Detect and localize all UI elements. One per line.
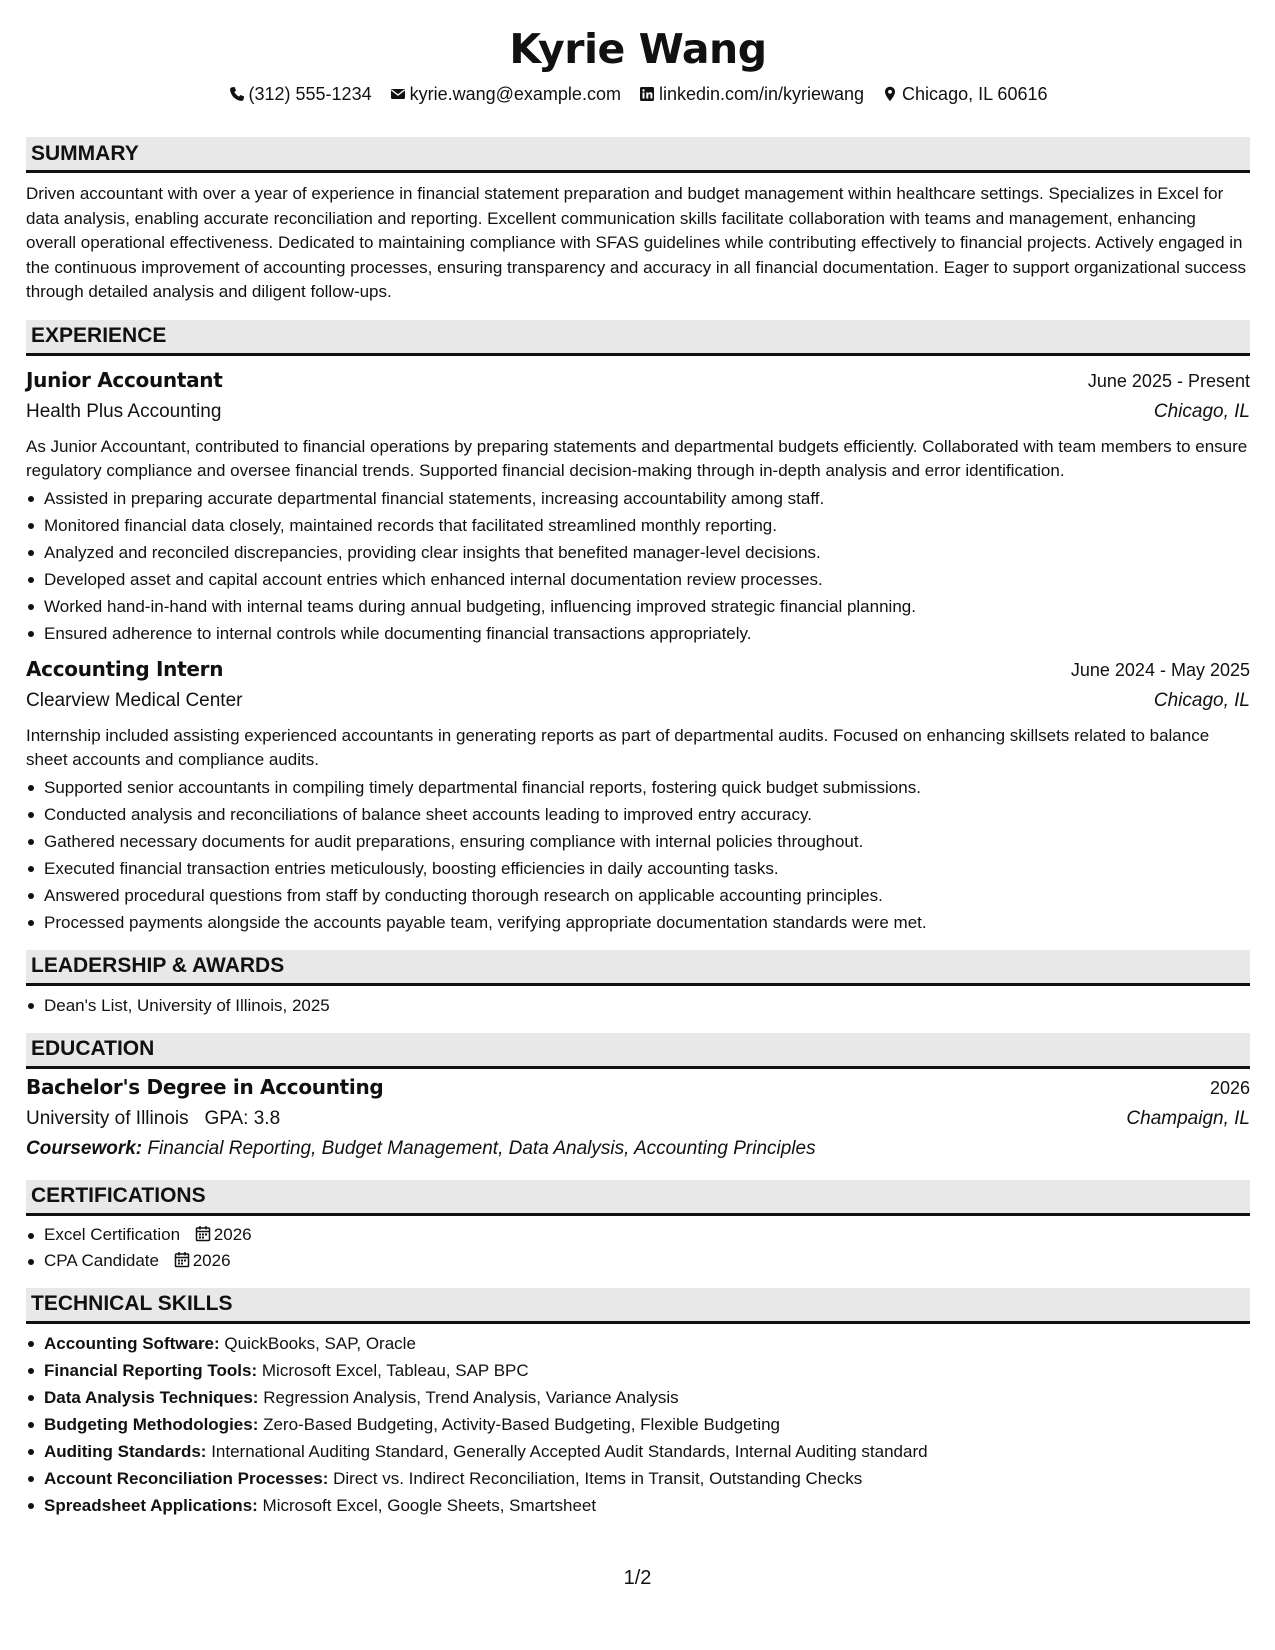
skill-value: Direct vs. Indirect Reconciliation, Items in Transit, Outstanding Checks	[333, 1468, 863, 1488]
list-item: Assisted in preparing accurate departmental financial statements, increasing accountability among staff.	[44, 485, 1250, 512]
skill-label: Account Reconciliation Processes:	[44, 1468, 329, 1488]
job-description: Internship included assisting experienced accountants in generating reports as part of departmental audits. Focused on enhancing skillsets related to balance sheet accounts and compliance audits.	[26, 725, 1210, 769]
gpa: GPA: 3.8	[204, 1107, 281, 1129]
job-location: Chicago, IL	[1153, 400, 1250, 422]
coursework-label: Coursework:	[26, 1137, 143, 1159]
linkedin-text: linkedin.com/in/kyriewang	[658, 84, 865, 104]
job-title-row	[26, 364, 1250, 397]
contact-location	[882, 83, 1047, 105]
job-company: Health Plus Accounting	[26, 400, 222, 422]
job-title: Junior Accountant	[26, 367, 223, 392]
skill-label: Auditing Standards:	[44, 1441, 207, 1461]
job-bullets	[26, 774, 1250, 936]
skill-label: Budgeting Methodologies:	[44, 1414, 259, 1434]
list-item: Answered procedural questions from staff by conducting thorough research on applicable accounting principles.	[44, 882, 1250, 909]
coursework-list: Financial Reporting, Budget Management, Data Analysis, Accounting Principles	[147, 1137, 816, 1159]
skill-label: Data Analysis Techniques:	[44, 1387, 259, 1407]
job-title: Accounting Intern	[26, 656, 224, 681]
job-title-row	[26, 653, 1250, 686]
list-item: Conducted analysis and reconciliations of balance sheet accounts leading to improved entry accuracy.	[44, 801, 1250, 828]
summary-text: Driven accountant with over a year of experience in financial statement preparation and budget management within healthcare settings. Specializes in Excel for data analysis, enabling accurate reconciliation and reporting. Excellent communication skills facilitate collaboration with teams and management, enhancing overall operational effectiveness. Dedicated to maintaining compliance with SFAS guidelines while contributing effectively to financial projects. Actively engaged in the continuous improvement of accounting processes, ensuring transparency and accuracy in all financial documentation. Eager to support organizational success through detailed analysis and diligent follow-ups.	[26, 184, 1246, 301]
school-name: University of Illinois	[26, 1107, 189, 1129]
list-item	[44, 1438, 1250, 1465]
skill-value: Microsoft Excel, Google Sheets, Smartsheet	[262, 1495, 597, 1515]
list-item: Developed asset and capital account entries which enhanced internal documentation review processes.	[44, 566, 1250, 593]
list-item: Supported senior accountants in compiling timely departmental financial reports, fostering quick budget submissions.	[44, 774, 1250, 801]
envelope-icon	[390, 86, 406, 102]
degree-year: 2026	[1209, 1077, 1250, 1098]
school-location: Champaign, IL	[1126, 1107, 1250, 1129]
leadership-heading: LEADERSHIP & AWARDS	[26, 950, 1250, 986]
phone-text: (312) 555-1234	[248, 84, 372, 104]
list-item: Ensured adherence to internal controls while documenting financial transactions appropriately.	[44, 620, 1250, 647]
calendar-icon	[195, 1225, 211, 1242]
leadership-list	[26, 992, 1250, 1019]
list-item	[44, 1330, 1250, 1357]
experience-heading: EXPERIENCE	[26, 320, 1250, 356]
list-item: Dean's List, University of Illinois, 2025	[44, 992, 1250, 1019]
certifications-heading: CERTIFICATIONS	[26, 1180, 1250, 1216]
list-item	[44, 1222, 1250, 1248]
contact-phone[interactable]	[229, 83, 372, 105]
school-row	[26, 1104, 1250, 1134]
list-item: Executed financial transaction entries meticulously, boosting efficiencies in daily accounting tasks.	[44, 855, 1250, 882]
coursework	[26, 1134, 1250, 1164]
job-company: Clearview Medical Center	[26, 689, 243, 711]
resume-page	[26, 0, 1250, 1519]
list-item: Analyzed and reconciled discrepancies, providing clear insights that benefited manager-level decisions.	[44, 539, 1250, 566]
job-description: As Junior Accountant, contributed to financial operations by preparing statements and departmental budgets efficiently. Collaborated with team members to ensure regulatory compliance and oversee financial trends. Supported financial decision-making through in-depth analysis and error identification.	[26, 436, 1248, 480]
skill-label: Financial Reporting Tools:	[44, 1360, 258, 1380]
education-entry	[26, 1071, 1250, 1164]
skill-label: Accounting Software:	[44, 1333, 220, 1353]
job-company-row	[26, 686, 1250, 716]
skill-value: Regression Analysis, Trend Analysis, Variance Analysis	[263, 1387, 679, 1407]
list-item: Processed payments alongside the accounts payable team, verifying appropriate documentation standards were met.	[44, 909, 1250, 936]
contact-linkedin[interactable]	[639, 83, 864, 105]
map-pin-icon	[882, 86, 898, 102]
list-item	[44, 1465, 1250, 1492]
page-number: 1/2	[623, 1567, 652, 1589]
list-item: Gathered necessary documents for audit preparations, ensuring compliance with internal policies throughout.	[44, 828, 1250, 855]
job-company-row	[26, 397, 1250, 427]
skill-label: Spreadsheet Applications:	[44, 1495, 258, 1515]
education-heading: EDUCATION	[26, 1033, 1250, 1069]
list-item	[44, 1357, 1250, 1384]
list-item: Monitored financial data closely, maintained records that facilitated streamlined monthly reporting.	[44, 512, 1250, 539]
job-dates: June 2025 - Present	[1087, 370, 1250, 391]
certification-year: 2026	[213, 1224, 252, 1244]
location-text: Chicago, IL 60616	[902, 84, 1048, 104]
degree-title: Bachelor's Degree in Accounting	[26, 1074, 384, 1099]
school-info	[26, 1104, 280, 1134]
list-item	[44, 1248, 1250, 1274]
list-item	[44, 1384, 1250, 1411]
list-item: Worked hand-in-hand with internal teams during annual budgeting, influencing improved strategic financial planning.	[44, 593, 1250, 620]
linkedin-icon	[639, 86, 655, 102]
job-dates: June 2024 - May 2025	[1070, 659, 1250, 680]
list-item	[44, 1411, 1250, 1438]
job-entry	[26, 364, 1250, 647]
calendar-icon	[174, 1251, 190, 1268]
email-text: kyrie.wang@example.com	[409, 84, 621, 104]
skills-list	[26, 1330, 1250, 1519]
list-item	[44, 1492, 1250, 1519]
skill-value: Zero-Based Budgeting, Activity-Based Budgeting, Flexible Budgeting	[263, 1414, 781, 1434]
certification-year: 2026	[192, 1250, 231, 1270]
certification-name: Excel Certification	[44, 1224, 181, 1244]
skills-heading: TECHNICAL SKILLS	[26, 1288, 1250, 1324]
candidate-name: Kyrie Wang	[509, 25, 767, 73]
certification-name: CPA Candidate	[44, 1250, 159, 1270]
summary-heading: SUMMARY	[26, 137, 1250, 173]
job-entry	[26, 653, 1250, 936]
phone-icon	[229, 86, 245, 102]
contact-email[interactable]	[390, 83, 621, 105]
skill-value: International Auditing Standard, Generally Accepted Audit Standards, Internal Auditing standard	[211, 1441, 928, 1461]
job-bullets	[26, 485, 1250, 647]
skill-value: Microsoft Excel, Tableau, SAP BPC	[261, 1360, 529, 1380]
degree-row	[26, 1071, 1250, 1104]
certifications-list	[26, 1222, 1250, 1274]
job-location: Chicago, IL	[1153, 689, 1250, 711]
contact-bar	[26, 83, 1250, 105]
skill-value: QuickBooks, SAP, Oracle	[224, 1333, 416, 1353]
